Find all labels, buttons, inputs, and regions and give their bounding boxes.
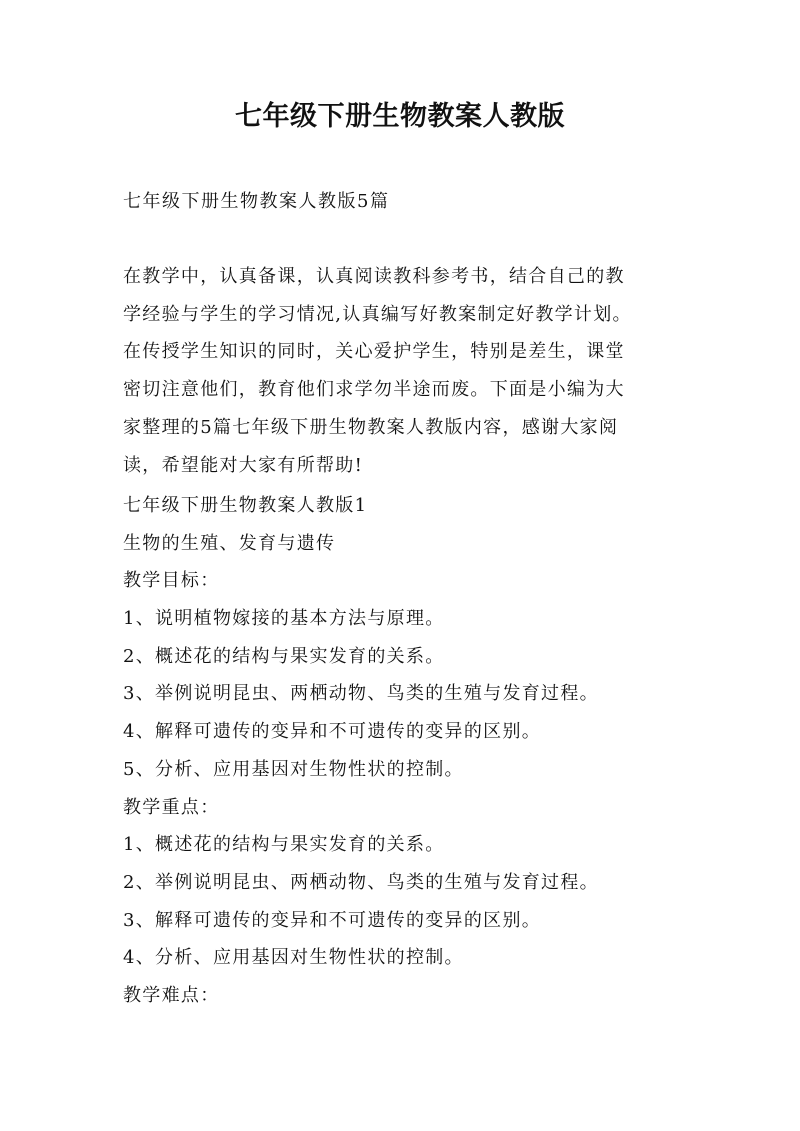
page-title: 七年级下册生物教案人教版 <box>235 101 565 132</box>
list-item: 3、举例说明昆虫、两栖动物、鸟类的生殖与发育过程。 <box>123 683 599 705</box>
section-heading: 七年级下册生物教案人教版1 <box>123 495 368 516</box>
difficulties-heading: 教学难点： <box>123 984 220 1006</box>
intro-line: 密切注意他们，教育他们求学勿半途而废。下面是小编为大 <box>123 379 625 401</box>
list-item: 2、概述花的结构与果实发育的关系。 <box>123 645 445 667</box>
list-item: 1、说明植物嫁接的基本方法与原理。 <box>123 608 445 630</box>
intro-line: 学经验与学生的学习情况,认真编写好教案制定好教学计划。 <box>123 303 632 325</box>
objectives-heading: 教学目标： <box>123 570 220 592</box>
list-item: 5、分析、应用基因对生物性状的控制。 <box>123 758 464 780</box>
intro-paragraph <box>123 258 683 484</box>
unit-title: 生物的生殖、发育与遗传 <box>123 532 336 554</box>
intro-line: 在教学中，认真备课，认真阅读教科参考书，结合自己的教 <box>123 266 625 287</box>
body-content <box>123 487 683 1015</box>
intro-line: 在传授学生知识的同时，关心爱护学生，特别是差生，课堂 <box>123 341 625 363</box>
intro-line: 家整理的5篇七年级下册生物教案人教版内容，感谢大家阅 <box>123 416 619 438</box>
intro-line: 读，希望能对大家有所帮助! <box>123 454 364 476</box>
document-subtitle: 七年级下册生物教案人教版5篇 <box>123 191 390 212</box>
list-item: 4、分析、应用基因对生物性状的控制。 <box>123 947 464 969</box>
key-points-heading: 教学重点： <box>123 796 220 818</box>
list-item: 4、解释可遗传的变异和不可遗传的变异的区别。 <box>123 721 542 743</box>
list-item: 1、概述花的结构与果实发育的关系。 <box>123 834 445 856</box>
list-item: 3、解释可遗传的变异和不可遗传的变异的区别。 <box>123 909 542 931</box>
list-item: 2、举例说明昆虫、两栖动物、鸟类的生殖与发育过程。 <box>123 871 599 893</box>
